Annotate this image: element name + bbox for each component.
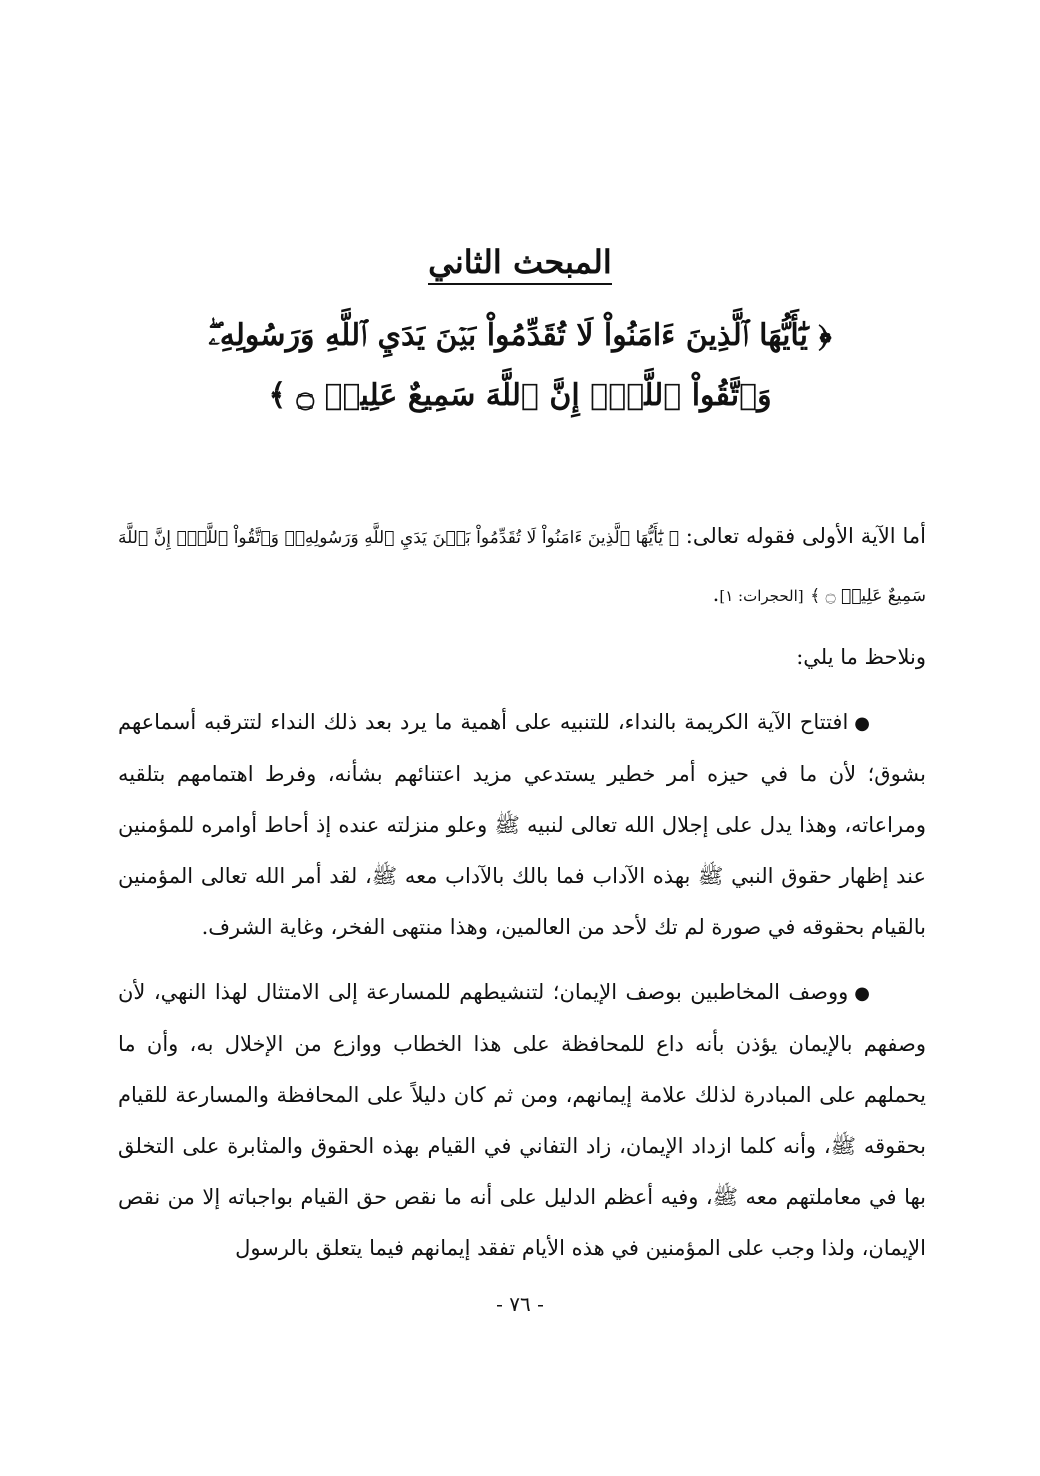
verse-title-line-1: ﴿ يَٰٓأَيُّهَا ٱلَّذِينَ ءَامَنُواْ لَا تُقَدِّمُواْ بَيۡنَ يَدَيِ ٱللَّهِ وَرَسُولِهِۦۖ [208,318,832,353]
bullet-icon: ● [854,713,870,734]
verse-title-line-2: وَٱتَّقُواْ ٱللَّهَۚ إِنَّ ٱللَّهَ سَمِيعٌ عَلِيمٞ ۝ ﴾ [268,378,772,413]
bullet-text-2: ووصف المخاطبين بوصف الإيمان؛ لتنشيطهم للمسارعة إلى الامتثال لهذا النهي، لأن وصفهم بالإيمان يؤذن بأنه داع للمحافظة على هذا الخطاب ووازع من الإخلال به، وأن ما يحملهم على المبادرة لذلك علامة إيمانهم، ومن ثم كان دليلاً على المحافظة والمسارعة للقيام بحقوقه ﷺ، وأنه كلما ازداد الإيمان، زاد التفاني في القيام بهذه الحقوق والمثابرة على التخلق بها في معاملتهم معه ﷺ، وفيه أعظم الدليل على أنه ما نقص حق القيام بواجباته إلا من نقص الإيمان، ولذا وجب على المؤمنين في هذه الأيام تفقد إيمانهم فيما يتعلق بالرسول [118,980,927,1260]
bullet-paragraph-1 [118,697,926,953]
bullet-icon: ● [854,983,870,1004]
quran-reference: [الحجرات: ١] [719,587,804,605]
bullet-paragraph-2 [118,967,926,1274]
bullet-text-1: افتتاح الآية الكريمة بالنداء، للتنبيه على أهمية ما يرد بعد ذلك النداء لتترقبه أسماعهم بشوق؛ لأن ما في حيزه أمر خطير يستدعي مزيد اعتنائهم بشأنه، وفرط اهتمامهم بتلقيه ومراعاته، وهذا يدل على إجلال الله تعالى لنبيه ﷺ وعلو منزلته عنده إذ أحاط أوامره للمؤمنين عند إظهار حقوق النبي ﷺ بهذه الآداب فما بالك بالآداب معه ﷺ، لقد أمر الله تعالى المؤمنين بالقيام بحقوقه في صورة لم تك لأحد من العالمين، وهذا منتهى الفخر، وغاية الشرف. [118,710,927,939]
intro-paragraph [118,508,926,624]
page-number: - ٧٦ - [496,1292,544,1316]
verse-title [60,306,980,426]
body-text [118,508,926,1288]
intro-quote: ﴿ يَٰٓأَيُّهَا ٱلَّذِينَ ءَامَنُواْ لَا تُقَدِّمُواْ بَيۡنَ يَدَيِ ٱللَّهِ وَرَسُولِهِۦۖ وَٱتَّقُواْ ٱللَّهَۚ إِنَّ ٱللَّهَ سَمِيعٌ عَلِيمٞ ۝ ﴾ [118,528,926,606]
section-heading [0,240,1040,284]
note-paragraph: ونلاحظ ما يلي: [796,645,926,669]
intro-lead: أما الآية الأولى فقوله تعالى: [685,524,926,548]
section-heading-text: المبحث الثاني [428,243,612,285]
intro-end: . [712,582,720,606]
